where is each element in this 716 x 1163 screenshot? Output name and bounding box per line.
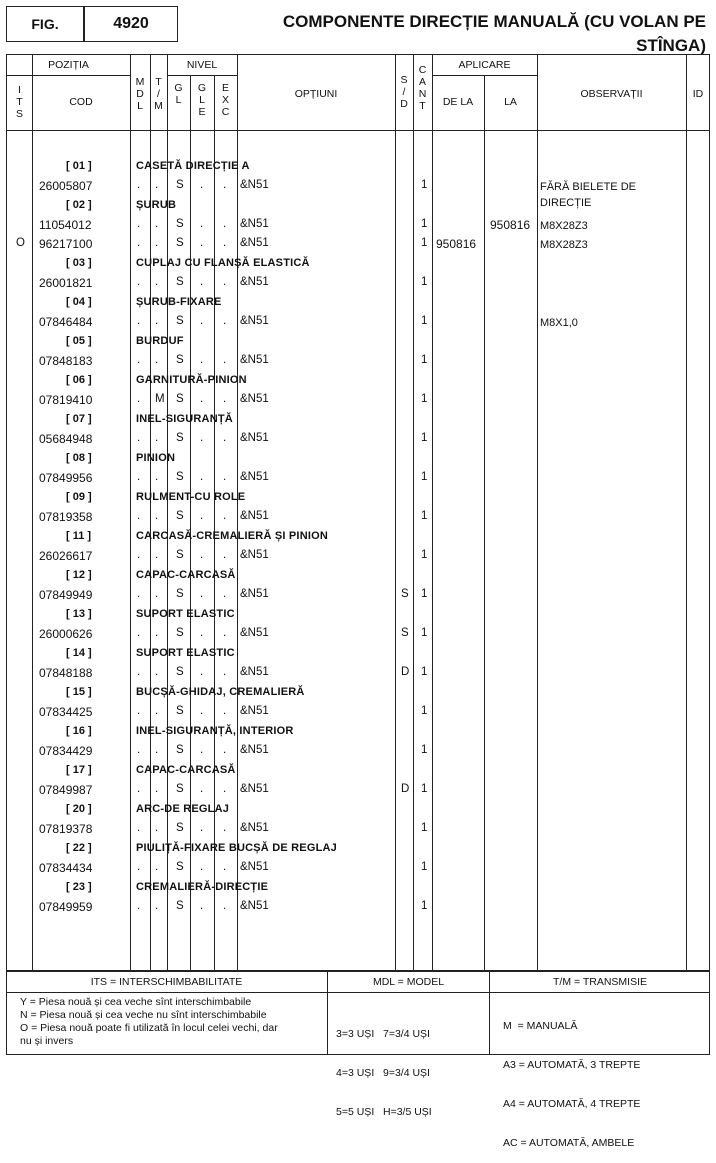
mdl-cell: . (137, 393, 141, 405)
gl-cell: S (176, 276, 184, 288)
fig-number: 4920 (113, 15, 149, 32)
sd-cell: D (401, 666, 410, 678)
gl-cell: S (176, 861, 184, 873)
legend-its-line: nu și invers (20, 1035, 74, 1047)
option-cell: &N51 (240, 588, 269, 600)
gle-cell: . (200, 510, 204, 522)
gle-cell: . (200, 900, 204, 912)
legend-its-line: O = Piesa nouă poate fi utilizată în locul celei vechi, dar (20, 1022, 278, 1034)
quantity-cell: 1 (421, 861, 428, 873)
mdl-cell: . (137, 783, 141, 795)
quantity-cell: 1 (421, 627, 428, 639)
gle-cell: . (200, 354, 204, 366)
part-description: ȘURUB (136, 199, 177, 211)
option-cell: &N51 (240, 393, 269, 405)
part-description: CARCASĂ-CREMALIERĂ ȘI PINION (136, 530, 328, 542)
gle-cell: . (200, 432, 204, 444)
header-nivel: NIVEL (186, 59, 218, 71)
observation-cell: M8X1,0 (540, 317, 578, 329)
legend-mdl-list (336, 1002, 486, 1132)
mdl-cell: . (137, 822, 141, 834)
tm-cell: . (155, 666, 159, 678)
exc-cell: . (223, 315, 227, 327)
tm-cell: . (155, 276, 159, 288)
table-row (0, 510, 716, 532)
part-description: INEL-SIGURANȚĂ (136, 413, 233, 425)
observation-cell: M8X28Z3 (540, 239, 588, 251)
position-number: [ 07 ] (66, 413, 92, 425)
mdl-cell: . (137, 237, 141, 249)
table-row (0, 744, 716, 766)
gle-cell: . (200, 471, 204, 483)
quantity-cell: 1 (421, 549, 428, 561)
quantity-cell: 1 (421, 510, 428, 522)
gle-cell: . (200, 276, 204, 288)
gl-cell: S (176, 549, 184, 561)
header-sd: S / D (400, 74, 408, 110)
exc-cell: . (223, 218, 227, 230)
exc-cell: . (223, 237, 227, 249)
mdl-cell: . (137, 354, 141, 366)
exc-cell: . (223, 393, 227, 405)
code-cell: 05684948 (39, 432, 93, 446)
quantity-cell: 1 (421, 276, 428, 288)
option-cell: &N51 (240, 354, 269, 366)
gle-cell: . (200, 744, 204, 756)
code-cell: 07848188 (39, 666, 93, 680)
option-cell: &N51 (240, 705, 269, 717)
part-description: CUPLAJ CU FLANȘĂ ELASTICĂ (136, 257, 310, 269)
code-cell: 07834425 (39, 705, 93, 719)
gle-cell: . (200, 218, 204, 230)
exc-cell: . (223, 822, 227, 834)
table-row (0, 666, 716, 688)
gl-cell: S (176, 354, 184, 366)
legend-its-list (20, 996, 325, 1048)
gle-cell: . (200, 549, 204, 561)
quantity-cell: 1 (421, 237, 428, 249)
option-cell: &N51 (240, 900, 269, 912)
gl-cell: S (176, 666, 184, 678)
quantity-cell: 1 (421, 588, 428, 600)
position-number: [ 15 ] (66, 686, 92, 698)
gle-cell: . (200, 822, 204, 834)
header-cod: COD (69, 96, 93, 108)
mdl-cell: . (137, 666, 141, 678)
legend-its-line: Y = Piesa nouă și cea veche sînt interschimbabile (20, 996, 252, 1008)
option-cell: &N51 (240, 666, 269, 678)
quantity-cell: 1 (421, 432, 428, 444)
exc-cell: . (223, 549, 227, 561)
option-cell: &N51 (240, 783, 269, 795)
quantity-cell: 1 (421, 666, 428, 678)
tm-cell: . (155, 705, 159, 717)
quantity-cell: 1 (421, 393, 428, 405)
gl-cell: S (176, 179, 184, 191)
part-description: INEL-SIGURANȚĂ, INTERIOR (136, 725, 294, 737)
mdl-cell: . (137, 315, 141, 327)
code-cell: 07849956 (39, 471, 93, 485)
position-number: [ 14 ] (66, 647, 92, 659)
gl-cell: S (176, 471, 184, 483)
table-row (0, 627, 716, 649)
option-cell: &N51 (240, 627, 269, 639)
header-divider (6, 75, 131, 76)
gle-cell: . (200, 861, 204, 873)
table-row (0, 783, 716, 805)
position-number: [ 12 ] (66, 569, 92, 581)
mdl-cell: . (137, 179, 141, 191)
tm-cell: M (155, 393, 165, 405)
legend-tm-line: A3 = AUTOMATĂ, 3 TREPTE (503, 1059, 641, 1071)
exc-cell: . (223, 276, 227, 288)
exc-cell: . (223, 510, 227, 522)
gl-cell: S (176, 393, 184, 405)
exc-cell: . (223, 432, 227, 444)
code-cell: 96217100 (39, 237, 93, 251)
quantity-cell: 1 (421, 822, 428, 834)
gle-cell: . (200, 705, 204, 717)
position-number: [ 08 ] (66, 452, 92, 464)
quantity-cell: 1 (421, 900, 428, 912)
quantity-cell: 1 (421, 218, 428, 230)
part-description: PINION (136, 452, 176, 464)
position-number: [ 20 ] (66, 803, 92, 815)
mdl-cell: . (137, 549, 141, 561)
gl-cell: S (176, 627, 184, 639)
legend-mdl-line: 5=5 UȘI H=3/5 UȘI (336, 1106, 432, 1118)
mdl-cell: . (137, 744, 141, 756)
code-cell: 07849987 (39, 783, 93, 797)
header-exc: E X C (221, 82, 230, 118)
gle-cell: . (200, 666, 204, 678)
mdl-cell: . (137, 588, 141, 600)
position-number: [ 06 ] (66, 374, 92, 386)
tm-cell: . (155, 822, 159, 834)
code-cell: 26000626 (39, 627, 93, 641)
tm-cell: . (155, 588, 159, 600)
legend-tm-list (503, 994, 708, 1163)
its-cell: O (16, 237, 25, 249)
gle-cell: . (200, 237, 204, 249)
header-aplicare: APLICARE (458, 59, 511, 71)
tm-cell: . (155, 315, 159, 327)
header-its: I T S (15, 84, 23, 120)
tm-cell: . (155, 627, 159, 639)
position-number: [ 23 ] (66, 881, 92, 893)
table-row (0, 393, 716, 415)
option-cell: &N51 (240, 471, 269, 483)
quantity-cell: 1 (421, 744, 428, 756)
mdl-cell: . (137, 861, 141, 873)
legend-divider (6, 992, 710, 993)
legend-mdl-line: 3=3 UȘI 7=3/4 UȘI (336, 1028, 430, 1040)
gl-cell: S (176, 822, 184, 834)
to-cell: 950816 (490, 218, 531, 232)
tm-cell: . (155, 471, 159, 483)
option-cell: &N51 (240, 218, 269, 230)
table-row (0, 354, 716, 376)
position-number: [ 03 ] (66, 257, 92, 269)
part-description: CASETĂ DIRECȚIE A (136, 160, 250, 172)
part-description: PIULIȚĂ-FIXARE BUCȘĂ DE REGLAJ (136, 842, 337, 854)
option-cell: &N51 (240, 237, 269, 249)
option-cell: &N51 (240, 510, 269, 522)
code-cell: 11054012 (39, 218, 92, 232)
code-cell: 07834429 (39, 744, 93, 758)
gl-cell: S (176, 588, 184, 600)
exc-cell: . (223, 861, 227, 873)
gl-cell: S (176, 900, 184, 912)
exc-cell: . (223, 588, 227, 600)
mdl-cell: . (137, 900, 141, 912)
fig-label-box (6, 6, 84, 42)
mdl-cell: . (137, 627, 141, 639)
sd-cell: S (401, 627, 409, 639)
legend-its-line: N = Piesa nouă și cea veche nu sînt interschimbabile (20, 1009, 267, 1021)
exc-cell: . (223, 666, 227, 678)
option-cell: &N51 (240, 276, 269, 288)
exc-cell: . (223, 354, 227, 366)
gle-cell: . (200, 588, 204, 600)
gle-cell: . (200, 783, 204, 795)
part-description: ARC-DE REGLAJ (136, 803, 230, 815)
header-divider (167, 75, 237, 76)
part-description: CREMALIERĂ-DIRECȚIE (136, 881, 269, 893)
position-number: [ 04 ] (66, 296, 92, 308)
table-row (0, 549, 716, 571)
mdl-cell: . (137, 432, 141, 444)
code-cell: 07819358 (39, 510, 93, 524)
gl-cell: S (176, 705, 184, 717)
quantity-cell: 1 (421, 179, 428, 191)
exc-cell: . (223, 783, 227, 795)
table-row (0, 471, 716, 493)
tm-cell: . (155, 179, 159, 191)
legend-mdl-line: 4=3 UȘI 9=3/4 UȘI (336, 1067, 430, 1079)
code-cell: 07849959 (39, 900, 93, 914)
observation-cell: FĂRĂ BIELETE DE DIRECȚIE (540, 181, 636, 209)
tm-cell: . (155, 218, 159, 230)
table-row (0, 276, 716, 298)
header-la: LA (504, 96, 517, 108)
part-description: SUPORT ELASTIC (136, 647, 235, 659)
gl-cell: S (176, 744, 184, 756)
gle-cell: . (200, 315, 204, 327)
header-bottom-line (6, 130, 710, 131)
page-title-text: COMPONENTE DIRECȚIE MANUALĂ (CU VOLAN PE STÎNGA) (282, 12, 706, 55)
table-row (0, 315, 716, 337)
position-number: [ 11 ] (66, 530, 92, 542)
part-description: SUPORT ELASTIC (136, 608, 235, 620)
option-cell: &N51 (240, 822, 269, 834)
gl-cell: S (176, 315, 184, 327)
header-id: ID (692, 88, 704, 100)
gl-cell: S (176, 783, 184, 795)
header-observatii: OBSERVAȚII (580, 88, 643, 100)
table-row (0, 861, 716, 883)
code-cell: 07819410 (39, 393, 93, 407)
header-cant: C A N T (418, 64, 427, 112)
code-cell: 07819378 (39, 822, 93, 836)
part-description: CAPAC-CARCASĂ (136, 764, 236, 776)
part-description: CAPAC-CARCASĂ (136, 569, 236, 581)
table-row (0, 432, 716, 454)
tm-cell: . (155, 354, 159, 366)
header-tm: T / M (154, 76, 163, 112)
legend-mdl-title: MDL = MODEL (372, 976, 445, 988)
mdl-cell: . (137, 471, 141, 483)
position-number: [ 16 ] (66, 725, 92, 737)
legend-its-title: ITS = INTERSCHIMBABILITATE (90, 976, 243, 988)
header-pozitia: POZIȚIA (48, 59, 89, 71)
option-cell: &N51 (240, 315, 269, 327)
option-cell: &N51 (240, 549, 269, 561)
quantity-cell: 1 (421, 705, 428, 717)
tm-cell: . (155, 549, 159, 561)
table-row (0, 822, 716, 844)
mdl-cell: . (137, 510, 141, 522)
quantity-cell: 1 (421, 783, 428, 795)
position-number: [ 02 ] (66, 199, 92, 211)
from-cell: 950816 (436, 237, 477, 251)
legend-tm-line: A4 = AUTOMATĂ, 4 TREPTE (503, 1098, 641, 1110)
position-number: [ 13 ] (66, 608, 92, 620)
header-de-la: DE LA (442, 96, 474, 108)
sd-cell: D (401, 783, 410, 795)
header-mdl: M D L (135, 76, 145, 112)
tm-cell: . (155, 861, 159, 873)
option-cell: &N51 (240, 861, 269, 873)
part-description: ȘURUB-FIXARE (136, 296, 222, 308)
part-description: RULMENT-CU ROLE (136, 491, 246, 503)
observation-cell: M8X28Z3 (540, 220, 588, 232)
fig-label: FIG. (31, 16, 59, 32)
header-gl: G L (174, 82, 183, 106)
sd-cell: S (401, 588, 409, 600)
code-cell: 26026617 (39, 549, 93, 563)
position-number: [ 01 ] (66, 160, 92, 172)
tm-cell: . (155, 432, 159, 444)
code-cell: 07834434 (39, 861, 93, 875)
quantity-cell: 1 (421, 354, 428, 366)
page-title (236, 10, 706, 58)
gl-cell: S (176, 510, 184, 522)
legend-tm-line: M = MANUALĂ (503, 1020, 578, 1032)
exc-cell: . (223, 900, 227, 912)
gle-cell: . (200, 179, 204, 191)
code-cell: 07849949 (39, 588, 93, 602)
fig-number-box (84, 6, 178, 42)
mdl-cell: . (137, 218, 141, 230)
mdl-cell: . (137, 705, 141, 717)
exc-cell: . (223, 744, 227, 756)
option-cell: &N51 (240, 179, 269, 191)
part-description: BUCȘĂ-GHIDAJ, CREMALIERĂ (136, 686, 305, 698)
header-divider (432, 75, 537, 76)
gl-cell: S (176, 218, 184, 230)
option-cell: &N51 (240, 432, 269, 444)
gle-cell: . (200, 627, 204, 639)
tm-cell: . (155, 510, 159, 522)
code-cell: 26005807 (39, 179, 93, 193)
table-row (0, 237, 716, 259)
quantity-cell: 1 (421, 471, 428, 483)
legend-tm-line: AC = AUTOMATĂ, AMBELE (503, 1137, 635, 1149)
tm-cell: . (155, 900, 159, 912)
position-number: [ 17 ] (66, 764, 92, 776)
table-row (0, 588, 716, 610)
header-gle: G L E (197, 82, 207, 118)
table-row (0, 900, 716, 922)
position-number: [ 22 ] (66, 842, 92, 854)
exc-cell: . (223, 627, 227, 639)
code-cell: 26001821 (39, 276, 93, 290)
mdl-cell: . (137, 276, 141, 288)
code-cell: 07846484 (39, 315, 93, 329)
position-number: [ 09 ] (66, 491, 92, 503)
tm-cell: . (155, 744, 159, 756)
tm-cell: . (155, 783, 159, 795)
quantity-cell: 1 (421, 315, 428, 327)
tm-cell: . (155, 237, 159, 249)
gl-cell: S (176, 237, 184, 249)
header-optiuni: OPȚIUNI (294, 88, 338, 100)
part-description: BURDUF (136, 335, 184, 347)
legend-tm-title: T/M = TRANSMISIE (552, 976, 648, 988)
option-cell: &N51 (240, 744, 269, 756)
exc-cell: . (223, 471, 227, 483)
part-description: GARNITURĂ-PINION (136, 374, 247, 386)
gl-cell: S (176, 432, 184, 444)
table-row (0, 705, 716, 727)
exc-cell: . (223, 179, 227, 191)
gle-cell: . (200, 393, 204, 405)
position-number: [ 05 ] (66, 335, 92, 347)
code-cell: 07848183 (39, 354, 93, 368)
exc-cell: . (223, 705, 227, 717)
